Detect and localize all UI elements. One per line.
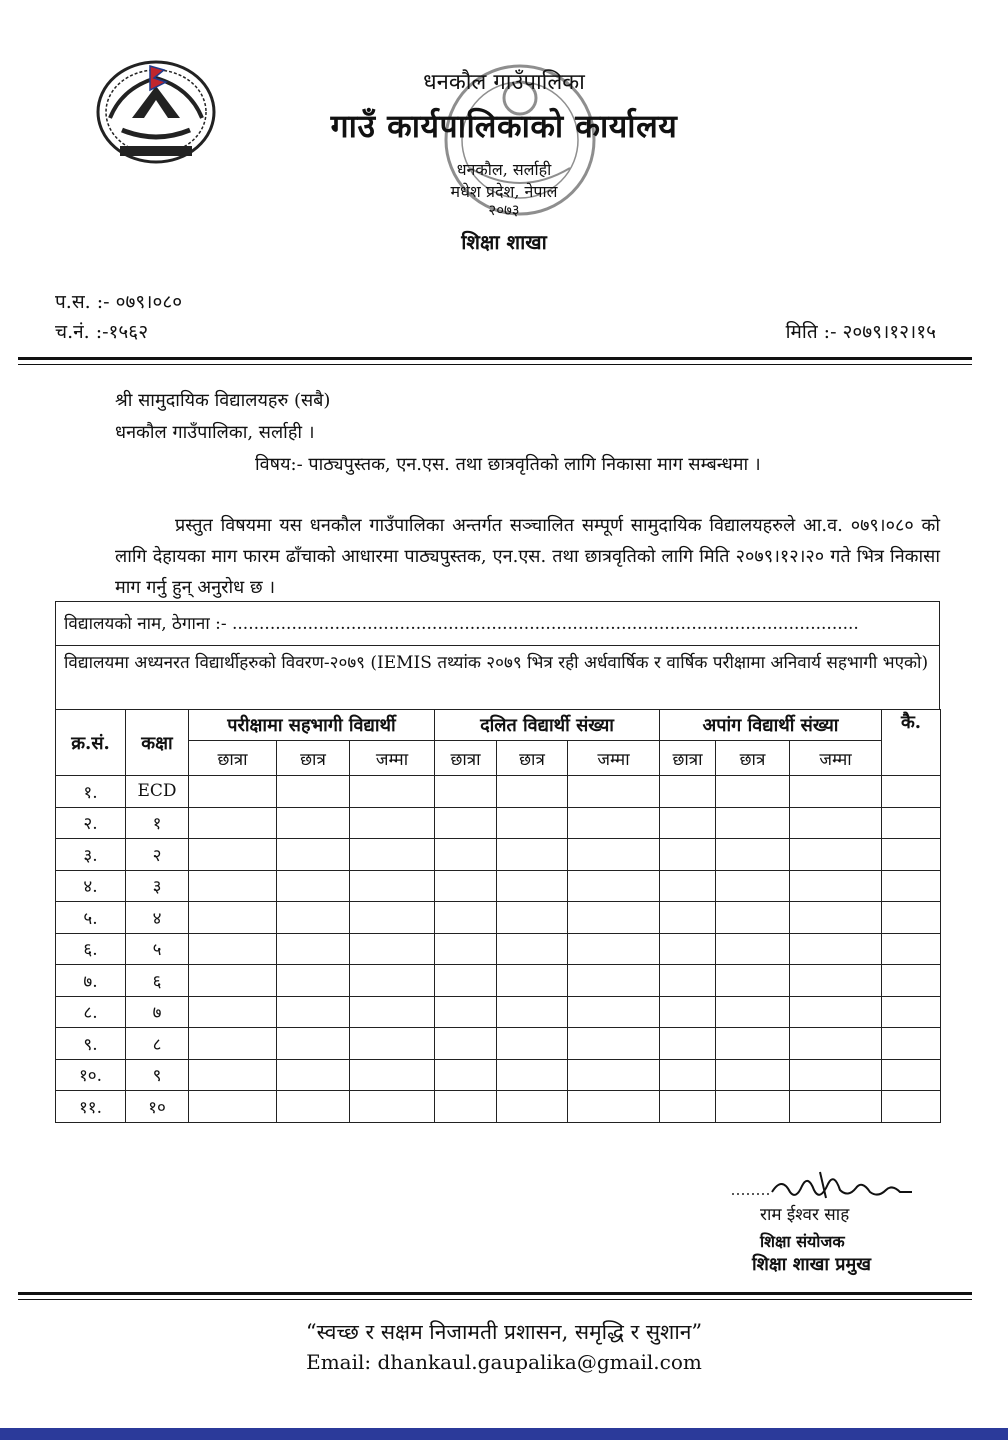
- blank-cell[interactable]: [189, 965, 277, 997]
- blank-cell[interactable]: [882, 1059, 941, 1091]
- blank-cell[interactable]: [350, 839, 435, 871]
- blank-cell[interactable]: [716, 1028, 790, 1060]
- blank-cell[interactable]: [790, 965, 882, 997]
- row-class: ४: [126, 902, 189, 934]
- blank-cell[interactable]: [568, 902, 660, 934]
- blank-cell[interactable]: [350, 1091, 435, 1123]
- blank-cell[interactable]: [189, 839, 277, 871]
- table-row: [56, 933, 941, 965]
- blank-cell[interactable]: [435, 776, 497, 808]
- blank-cell[interactable]: [497, 839, 568, 871]
- blank-cell[interactable]: [497, 996, 568, 1028]
- blank-cell[interactable]: [568, 933, 660, 965]
- group-exam-students: परीक्षामा सहभागी विद्यार्थी: [189, 710, 435, 741]
- blank-cell[interactable]: [790, 776, 882, 808]
- table-row: [56, 965, 941, 997]
- blank-cell[interactable]: [790, 902, 882, 934]
- blank-cell[interactable]: [435, 839, 497, 871]
- reference-ps: प.स. :- ०७९।०८०: [55, 291, 183, 313]
- blank-cell[interactable]: [189, 996, 277, 1028]
- column-class: कक्षा: [126, 710, 189, 776]
- blank-cell[interactable]: [660, 776, 716, 808]
- office-title: गाउँ कार्यपालिकाको कार्यालय: [330, 107, 678, 145]
- blank-cell[interactable]: [660, 1028, 716, 1060]
- students-detail-row: [55, 645, 940, 709]
- blank-cell[interactable]: [350, 933, 435, 965]
- blank-cell[interactable]: [497, 1028, 568, 1060]
- blank-cell[interactable]: [660, 1091, 716, 1123]
- address-line-2: मधेश प्रदेश, नेपाल: [450, 182, 558, 201]
- blank-cell[interactable]: [568, 1091, 660, 1123]
- blank-cell[interactable]: [882, 870, 941, 902]
- blank-cell[interactable]: [660, 902, 716, 934]
- sub-total: जम्मा: [350, 741, 435, 776]
- students-detail-text: विद्यालयमा अध्यनरत विद्यार्थीहरुको विवरण-२०७९ (IEMIS तथ्यांक २०७९ भित्र रही अर्धवार्षिक र वार्षिक परीक्षामा अनिवार्य सहभागी भएको): [64, 653, 929, 673]
- blank-cell[interactable]: [660, 1059, 716, 1091]
- table-row: [56, 807, 941, 839]
- blank-cell[interactable]: [882, 996, 941, 1028]
- blank-cell[interactable]: [790, 1091, 882, 1123]
- blank-cell[interactable]: [277, 870, 350, 902]
- blank-cell[interactable]: [497, 870, 568, 902]
- blank-cell[interactable]: [189, 776, 277, 808]
- blank-cell[interactable]: [568, 839, 660, 871]
- signatory-title-2: शिक्षा शाखा प्रमुख: [752, 1254, 872, 1275]
- blank-cell[interactable]: [497, 776, 568, 808]
- row-sn: ९.: [56, 1028, 126, 1060]
- table-row: [56, 870, 941, 902]
- blank-cell[interactable]: [660, 965, 716, 997]
- table-row: [56, 1091, 941, 1123]
- blank-cell[interactable]: [350, 1059, 435, 1091]
- blank-cell[interactable]: [790, 1059, 882, 1091]
- blank-cell[interactable]: [882, 776, 941, 808]
- reference-cn: च.नं. :-१५६२: [55, 321, 149, 343]
- blank-cell[interactable]: [277, 1028, 350, 1060]
- address-line-1: धनकौल, सर्लाही: [456, 160, 552, 179]
- branch-name: शिक्षा शाखा: [461, 230, 547, 254]
- blank-cell[interactable]: [716, 902, 790, 934]
- blank-cell[interactable]: [277, 933, 350, 965]
- blank-cell[interactable]: [660, 933, 716, 965]
- bottom-color-bar: [0, 1428, 1008, 1440]
- blank-cell[interactable]: [716, 807, 790, 839]
- blank-cell[interactable]: [882, 839, 941, 871]
- students-table: [55, 709, 941, 1123]
- blank-cell[interactable]: [882, 1028, 941, 1060]
- blank-cell[interactable]: [497, 1091, 568, 1123]
- blank-cell[interactable]: [277, 965, 350, 997]
- blank-cell[interactable]: [189, 933, 277, 965]
- blank-cell[interactable]: [435, 996, 497, 1028]
- footer-divider-thin: [18, 1299, 972, 1300]
- table-row: [56, 839, 941, 871]
- municipality-name: धनकौल गाउँपालिका: [423, 70, 585, 95]
- blank-cell[interactable]: [790, 933, 882, 965]
- row-sn: ८.: [56, 996, 126, 1028]
- blank-cell[interactable]: [350, 1028, 435, 1060]
- blank-cell[interactable]: [189, 1059, 277, 1091]
- blank-cell[interactable]: [497, 933, 568, 965]
- blank-cell[interactable]: [882, 807, 941, 839]
- blank-cell[interactable]: [435, 870, 497, 902]
- blank-cell[interactable]: [277, 1091, 350, 1123]
- recipient-line-1: श्री सामुदायिक विद्यालयहरु (सबै): [115, 390, 331, 411]
- row-sn: १०.: [56, 1059, 126, 1091]
- blank-cell[interactable]: [568, 776, 660, 808]
- blank-cell[interactable]: [497, 1059, 568, 1091]
- blank-cell[interactable]: [435, 807, 497, 839]
- letter-date: मिति :- २०७९।१२।१५: [785, 321, 936, 343]
- blank-cell[interactable]: [716, 933, 790, 965]
- blank-cell[interactable]: [716, 839, 790, 871]
- footer-motto: “स्वच्छ र सक्षम निजामती प्रशासन, समृद्धि र सुशान”: [305, 1320, 703, 1344]
- row-class: ५: [126, 933, 189, 965]
- row-sn: ६.: [56, 933, 126, 965]
- sub-girls: छात्रा: [435, 741, 497, 776]
- row-class: १: [126, 807, 189, 839]
- row-class: ३: [126, 870, 189, 902]
- blank-cell[interactable]: [189, 902, 277, 934]
- blank-cell[interactable]: [350, 776, 435, 808]
- row-sn: ११.: [56, 1091, 126, 1123]
- blank-cell[interactable]: [716, 965, 790, 997]
- row-sn: १.: [56, 776, 126, 808]
- sub-girls: छात्रा: [189, 741, 277, 776]
- blank-cell[interactable]: [497, 965, 568, 997]
- blank-cell[interactable]: [568, 996, 660, 1028]
- blank-cell[interactable]: [790, 1028, 882, 1060]
- school-name-row: [55, 601, 940, 645]
- blank-cell[interactable]: [277, 1059, 350, 1091]
- header-divider: [18, 357, 972, 360]
- blank-cell[interactable]: [189, 1091, 277, 1123]
- row-sn: ७.: [56, 965, 126, 997]
- blank-cell[interactable]: [568, 1028, 660, 1060]
- blank-cell[interactable]: [568, 807, 660, 839]
- table-row: [56, 776, 941, 808]
- blank-cell[interactable]: [882, 902, 941, 934]
- row-class: ७: [126, 996, 189, 1028]
- blank-cell[interactable]: [882, 1091, 941, 1123]
- row-sn: ३.: [56, 839, 126, 871]
- table-row: [56, 996, 941, 1028]
- signatory-title-1: शिक्षा संयोजक: [760, 1232, 845, 1251]
- row-sn: ४.: [56, 870, 126, 902]
- row-class: ८: [126, 1028, 189, 1060]
- sub-boys: छात्र: [497, 741, 568, 776]
- blank-cell[interactable]: [350, 902, 435, 934]
- footer-email: Email: dhankaul.gaupalika@gmail.com: [306, 1350, 702, 1374]
- blank-cell[interactable]: [660, 839, 716, 871]
- column-sn: क्र.सं.: [56, 710, 126, 776]
- table-row: [56, 902, 941, 934]
- established-year: २०७३: [488, 201, 520, 219]
- demand-form: [55, 601, 940, 1123]
- blank-cell[interactable]: [277, 776, 350, 808]
- blank-cell[interactable]: [277, 996, 350, 1028]
- row-class: १०: [126, 1091, 189, 1123]
- blank-cell[interactable]: [435, 933, 497, 965]
- signatory-name: राम ईश्वर साह: [760, 1205, 850, 1225]
- blank-cell[interactable]: [435, 1091, 497, 1123]
- blank-cell[interactable]: [435, 965, 497, 997]
- blank-cell[interactable]: [790, 839, 882, 871]
- letter-body: [115, 510, 940, 603]
- row-class: ECD: [126, 776, 189, 808]
- blank-cell[interactable]: [189, 870, 277, 902]
- blank-cell[interactable]: [716, 776, 790, 808]
- blank-cell[interactable]: [350, 870, 435, 902]
- row-class: ९: [126, 1059, 189, 1091]
- sub-total: जम्मा: [568, 741, 660, 776]
- blank-cell[interactable]: [497, 902, 568, 934]
- blank-cell[interactable]: [790, 807, 882, 839]
- column-remarks: कै.: [882, 710, 941, 776]
- blank-cell[interactable]: [660, 807, 716, 839]
- blank-cell[interactable]: [716, 1059, 790, 1091]
- blank-cell[interactable]: [790, 870, 882, 902]
- blank-cell[interactable]: [568, 870, 660, 902]
- row-sn: २.: [56, 807, 126, 839]
- blank-cell[interactable]: [716, 996, 790, 1028]
- blank-cell[interactable]: [189, 1028, 277, 1060]
- sub-total: जम्मा: [790, 741, 882, 776]
- blank-cell[interactable]: [435, 1059, 497, 1091]
- row-class: २: [126, 839, 189, 871]
- blank-cell[interactable]: [716, 1091, 790, 1123]
- blank-cell[interactable]: [350, 965, 435, 997]
- header-divider-thin: [18, 364, 972, 365]
- letter-paragraph: प्रस्तुत विषयमा यस धनकौल गाउँपालिका अन्तर्गत सञ्चालित सम्पूर्ण सामुदायिक विद्यालयहरुले आ.व. ०७९।०८० को लागि देहायका माग फारम ढाँचाको आधारमा पाठ्यपुस्तक, एन.एस. तथा छात्रवृतिको लागि मिति २०७९।१२।२० गते भित्र निकासा माग गर्नु हुन् अनुरोध छ ।: [115, 515, 940, 598]
- sub-boys: छात्र: [277, 741, 350, 776]
- blank-cell[interactable]: [568, 1059, 660, 1091]
- blank-cell[interactable]: [497, 807, 568, 839]
- blank-cell[interactable]: [716, 870, 790, 902]
- blank-cell[interactable]: [568, 965, 660, 997]
- blank-cell[interactable]: [277, 839, 350, 871]
- sub-boys: छात्र: [716, 741, 790, 776]
- blank-cell[interactable]: [350, 807, 435, 839]
- footer-divider: [18, 1292, 972, 1295]
- letter-subject: विषय:- पाठ्यपुस्तक, एन.एस. तथा छात्रवृतिको लागि निकासा माग सम्बन्धमा ।: [255, 454, 761, 475]
- blank-cell[interactable]: [882, 965, 941, 997]
- blank-cell[interactable]: [882, 933, 941, 965]
- table-row: [56, 1028, 941, 1060]
- row-class: ६: [126, 965, 189, 997]
- blank-cell[interactable]: [277, 902, 350, 934]
- blank-cell[interactable]: [660, 996, 716, 1028]
- blank-cell[interactable]: [435, 902, 497, 934]
- blank-cell[interactable]: [350, 996, 435, 1028]
- row-sn: ५.: [56, 902, 126, 934]
- school-name-label: विद्यालयको नाम, ठेगाना :- ....................................................................................................................: [64, 614, 859, 634]
- group-disabled-students: अपांग विद्यार्थी संख्या: [660, 710, 882, 741]
- blank-cell[interactable]: [277, 807, 350, 839]
- recipient-line-2: धनकौल गाउँपालिका, सर्लाही ।: [115, 422, 315, 443]
- blank-cell[interactable]: [790, 996, 882, 1028]
- sub-girls: छात्रा: [660, 741, 716, 776]
- blank-cell[interactable]: [435, 1028, 497, 1060]
- group-dalit-students: दलित विद्यार्थी संख्या: [435, 710, 660, 741]
- blank-cell[interactable]: [660, 870, 716, 902]
- blank-cell[interactable]: [189, 807, 277, 839]
- table-row: [56, 1059, 941, 1091]
